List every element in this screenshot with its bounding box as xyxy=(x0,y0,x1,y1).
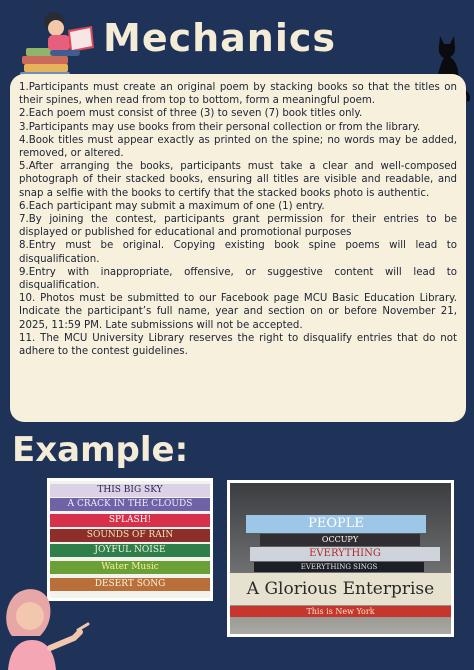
example-photo-book-stack-1 xyxy=(47,478,213,601)
rule-item-11: 11. The MCU University Library reserves the right to disqualify entries that do not adhere to the contest guidelines. xyxy=(19,332,457,358)
book-spine: JOYFUL NOISE xyxy=(50,544,210,557)
book-spine: PEOPLE xyxy=(246,515,426,533)
page-title: Mechanics xyxy=(103,16,337,60)
girl-pointing-illustration xyxy=(0,586,92,670)
book-spine: EVERYTHING SINGS xyxy=(254,562,424,572)
book-spine: A CRACK IN THE CLOUDS xyxy=(50,498,210,511)
book-spine: OCCUPY xyxy=(260,534,420,546)
rule-item-5: 5.After arranging the books, participants must take a clear and well-composed photograph of their stacked books, ensuring all titles are visible and readable, and snap a selfie with the books to certify that the stacked books photo is authentic. xyxy=(19,161,457,199)
rule-item-2: 2.Each poem must consist of three (3) to seven (7) book titles only. xyxy=(19,108,363,120)
book-spine: Water Music xyxy=(50,561,210,574)
example-photo-book-stack-2 xyxy=(227,480,454,637)
book-spine: SOUNDS OF RAIN xyxy=(50,529,210,542)
rule-item-9: 9.Entry with inappropriate, offensive, or suggestive content will lead to disqualification. xyxy=(19,266,457,292)
book-spine: A Glorious Enterprise xyxy=(230,573,451,605)
rule-item-3: 3.Participants may use books from their personal collection or from the library. xyxy=(19,121,421,133)
rule-item-8: 8.Entry must be original. Copying existing book spine poems will lead to disqualification. xyxy=(19,240,457,265)
rule-item-1: 1.Participants must create an original poem by stacking books so that the titles on their spines, when read from top to bottom, form a meaningful poem. xyxy=(19,82,457,107)
rule-item-7: 7.By joining the contest, participants grant permission for their entries to be displayed or published for educational and promotional purposes xyxy=(19,214,457,239)
book-spine: DESERT SONG xyxy=(50,578,210,591)
rule-item-10: 10. Photos must be submitted to our Facebook page MCU Basic Education Library. Indicate the participant’s full name, year and section on or before November 21, 2025, 11:59 PM. Late submissions will not be accepted. xyxy=(19,293,457,331)
book-spine: This is New York xyxy=(230,606,451,617)
rule-item-4: 4.Book titles must appear exactly as printed on the spine; no words may be added, removed, or altered. xyxy=(19,134,457,160)
mechanics-panel xyxy=(10,74,466,422)
book-spine: THIS BIG SKY xyxy=(50,484,210,497)
rule-item-6: 6.Each participant may submit a maximum of one (1) entry. xyxy=(19,200,325,212)
book-spine: EVERYTHING xyxy=(250,547,440,561)
rules-list xyxy=(19,81,457,358)
girl-reading-books-illustration xyxy=(16,8,108,84)
example-heading: Example: xyxy=(12,430,189,470)
book-spine: SPLASH! xyxy=(50,514,210,527)
